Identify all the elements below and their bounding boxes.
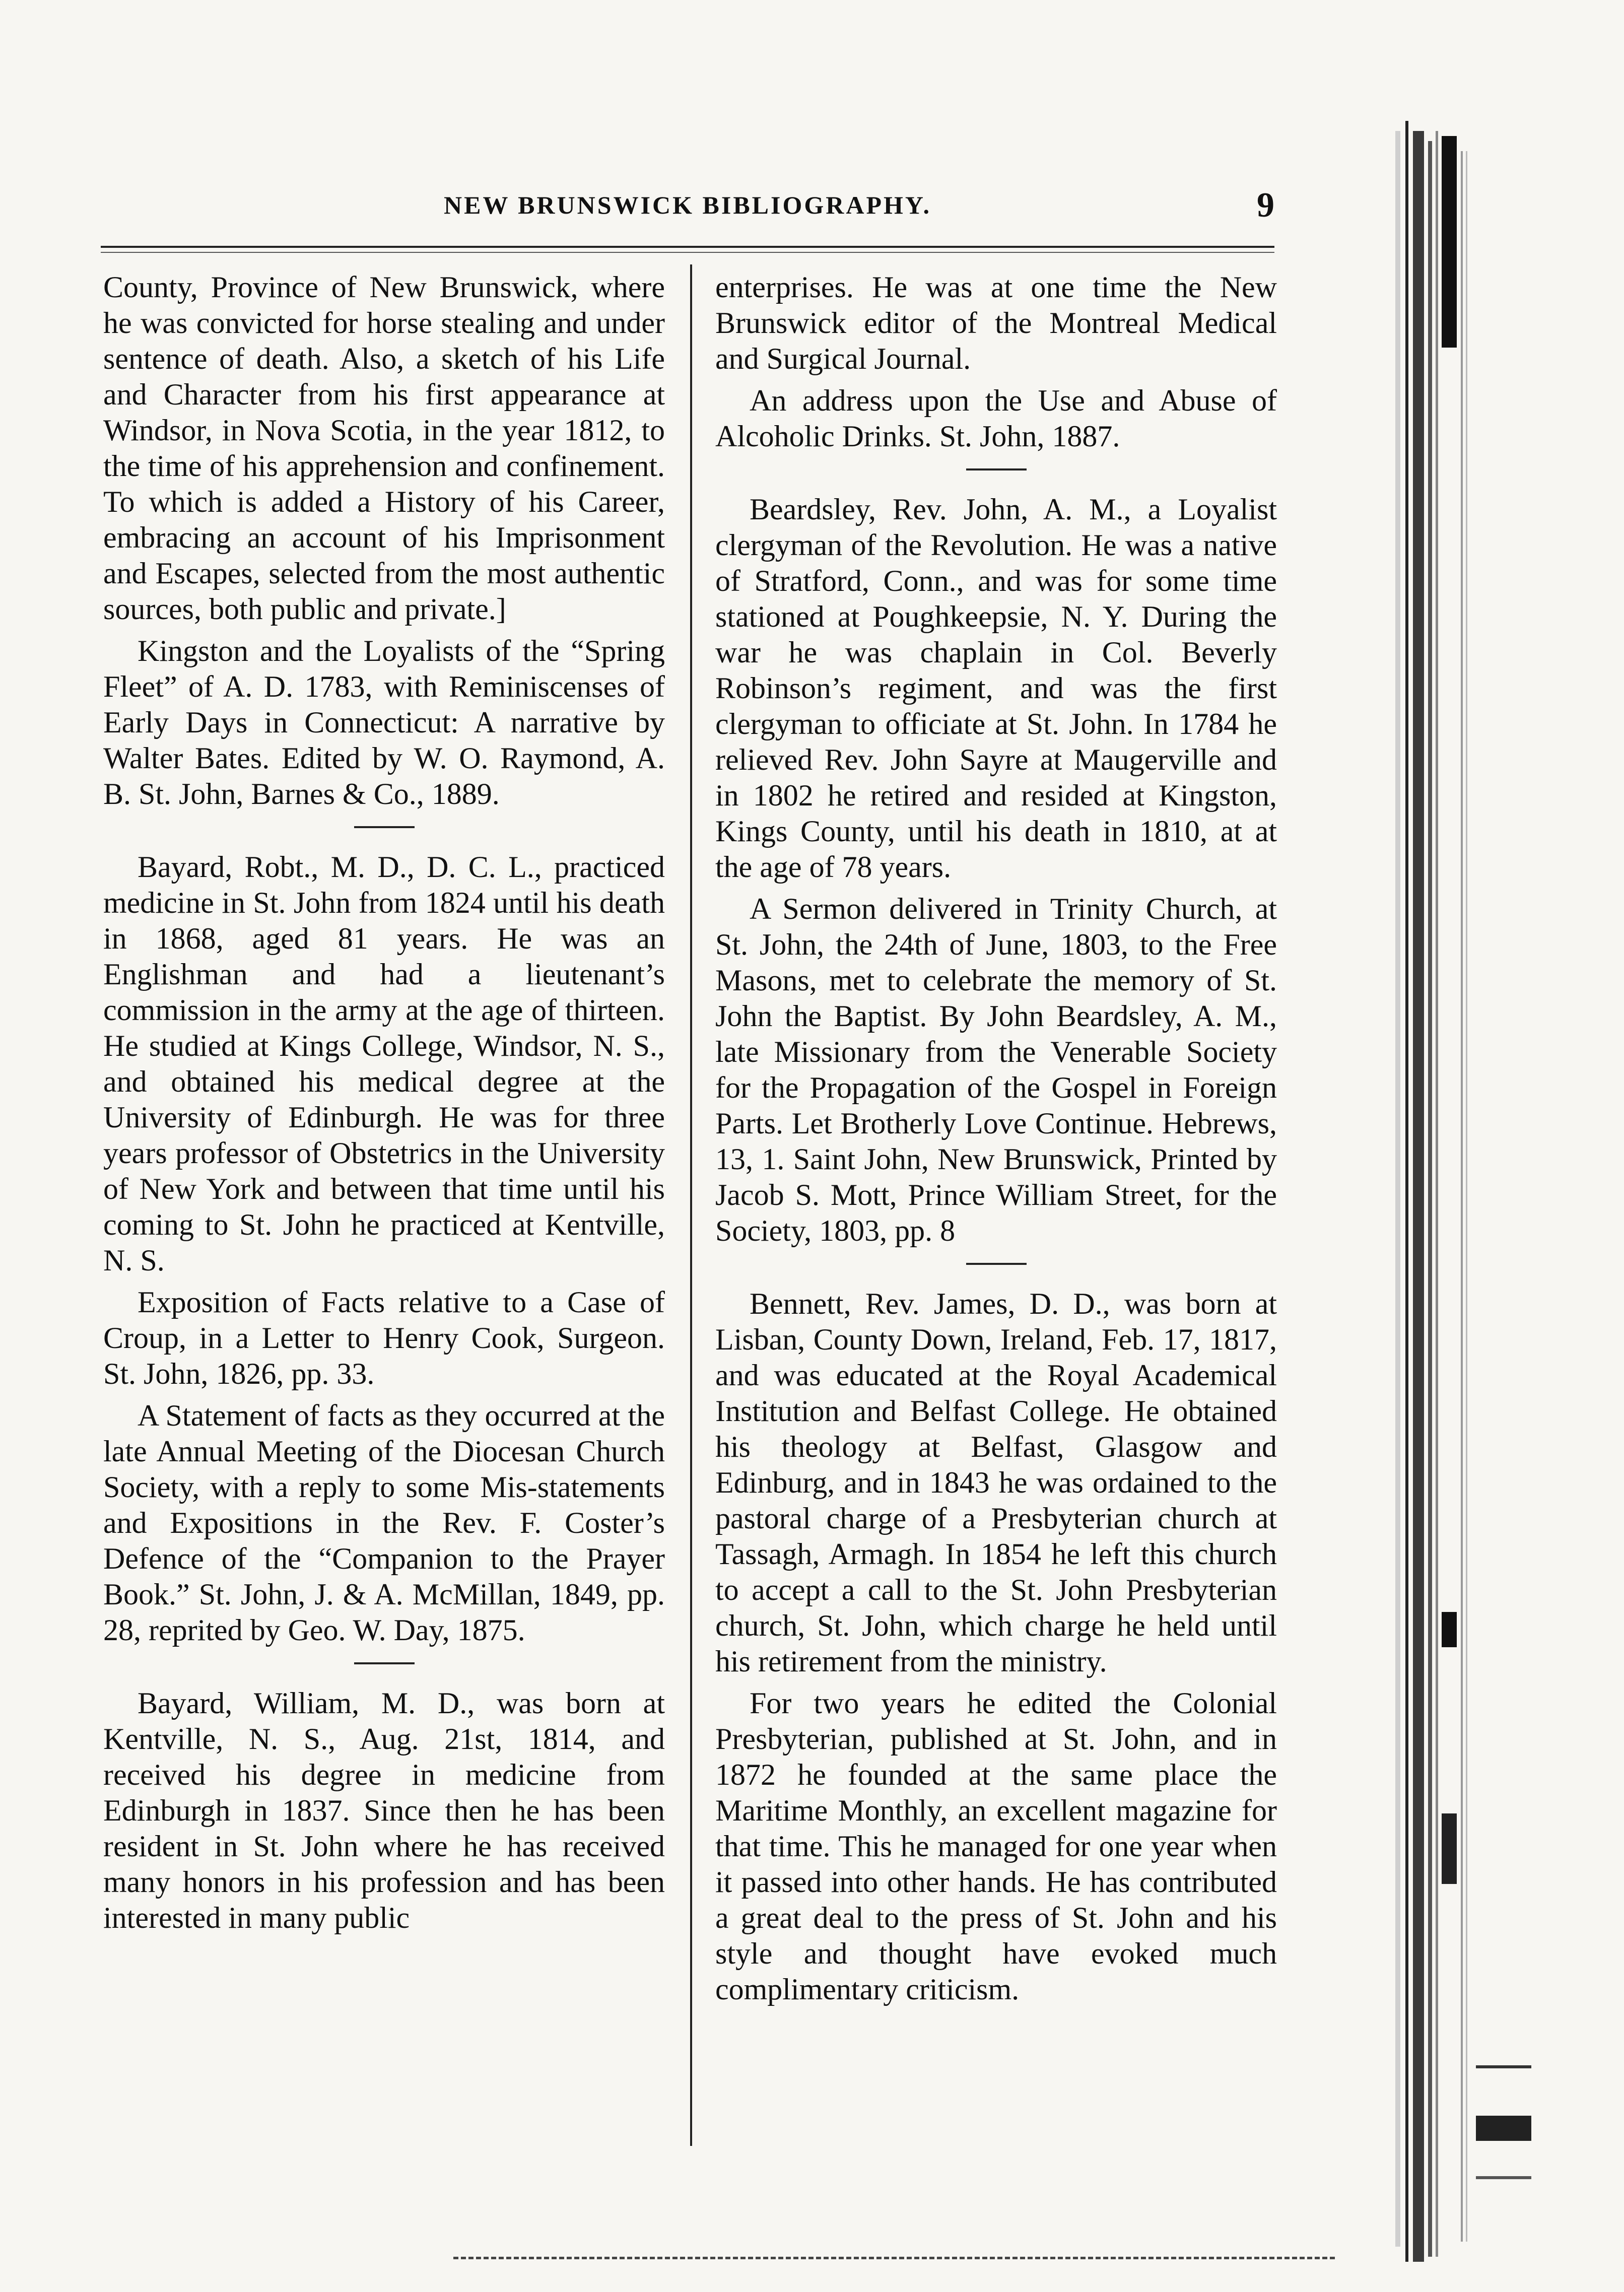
paragraph-bennett-james: Bennett, Rev. James, D. D., was born at Lisban, County Down, Ireland, Feb. 17, 1817, and was educated at the Royal Academical Institution and Belfast College. He obtained his theology at Belfast, Glasgow and Edinburg, and in 1843 he was ordained to the pastoral charge of a Presbyterian church at Tassagh, Armagh. In 1854 he left this church to accept a call to the St. John Presbyterian church, St. John, which charge he held until his retirement from the ministry. [715,1287,1277,1678]
page-number: 9 [1257,186,1274,225]
entry-separator [354,1662,415,1664]
entry-separator [966,468,1027,470]
paragraph-continued-entry: County, Province of New Brunswick, where he was convicted for horse stealing and under sentence of death. Also, a sketch of his Life and Character from his first appearance at Windsor, in Nova Scotia, in the year 1812, to the time of his apprehension and confinement. To which is added a History of his Career, embracing an account of his Imprisonment and Escapes, selected from the most authentic sources, both public and private.] [103,271,665,626]
paragraph-bayard-william: Bayard, William, M. D., was born at Kentville, N. S., Aug. 21st, 1814, and received his degree in medicine from Edinburgh in 1837. Since then he has been resident in St. John where he has received many honors in his profession and has been interested in many public [103,1687,665,1934]
header-rule-thin [101,252,1274,253]
bottom-scan-artifact [453,2257,1335,2259]
paragraph-beardsley-john: Beardsley, Rev. John, A. M., a Loyalist clergyman of the Revolution. He was a native of Stratford, Conn., and was for some time stationed at Poughkeepsie, N. Y. During the war he was chaplain in Col. Beverly Robinson’s regiment, and was the first clergyman to officiate at St. John. In 1784 he relieved Rev. John Sayre at Maugerville and in 1802 he retired and resided at Kingston, Kings County, until his death in 1810, at at the age of 78 years. [715,493,1277,884]
paragraph-exposition-of-facts: Exposition of Facts relative to a Case of Croup, in a Letter to Henry Cook, Surgeon. St. John, 1826, pp. 33. [103,1286,665,1390]
paragraph-sermon-trinity-church: A Sermon delivered in Trinity Church, at St. John, the 24th of June, 1803, to the Free Masons, met to celebrate the memory of St. John the Baptist. By John Beardsley, A. M., late Missionary from the Venerable Society for the Propagation of the Gospel in Foreign Parts. Let Brotherly Love Continue. Hebrews, 13, 1. Saint John, New Brunswick, Printed by Jacob S. Mott, Prince William Street, for the Society, 1803, pp. 8 [715,892,1277,1247]
paragraph-bayard-robt: Bayard, Robt., M. D., D. C. L., practiced medicine in St. John from 1824 until his death in 1868, aged 81 years. He was an Englishman and had a lieutenant’s commission in the army at the age of thirteen. He studied at Kings College, Windsor, N. S., and obtained his medical degree at the University of Edinburgh. He was for three years professor of Obstetrics in the University of New York and between that time until his coming to St. John he practiced at Kentville, N. S. [103,850,665,1277]
scan-binding-artifact [1385,101,1536,2292]
running-title: NEW BRUNSWICK BIBLIOGRAPHY. [444,191,931,219]
paragraph-address-alcoholic-drinks: An address upon the Use and Abuse of Alcoholic Drinks. St. John, 1887. [715,384,1277,453]
header-rule [101,246,1274,248]
entry-separator [966,1263,1027,1265]
left-column [103,269,665,1936]
paragraph-colonial-presbyterian: For two years he edited the Colonial Presbyterian, published at St. John, and in 1872 he founded at the same place the Maritime Monthly, an excellent magazine for that time. This he managed for one year when it passed into other hands. He has contributed a great deal to the press of St. John and his style and thought have evoked much complimentary criticism. [715,1687,1277,2006]
column-divider [690,264,692,2146]
paragraph-statement-of-facts: A Statement of facts as they occurred at the late Annual Meeting of the Diocesan Church Society, with a reply to some Mis-statements and Expositions in the Rev. F. Coster’s Defence of the “Companion to the Prayer Book.” St. John, J. & A. McMillan, 1849, pp. 28, reprited by Geo. W. Day, 1875. [103,1399,665,1647]
running-head [101,186,1274,231]
paragraph-kingston-loyalists: Kingston and the Loyalists of the “Spring Fleet” of A. D. 1783, with Reminiscenses of Early Days in Connecticut: A narrative by Walter Bates. Edited by W. O. Raymond, A. B. St. John, Barnes & Co., 1889. [103,634,665,811]
entry-separator [354,826,415,828]
paragraph-continued-bayard: enterprises. He was at one time the New Brunswick editor of the Montreal Medical and Surgical Journal. [715,271,1277,375]
right-column [715,269,1277,2007]
